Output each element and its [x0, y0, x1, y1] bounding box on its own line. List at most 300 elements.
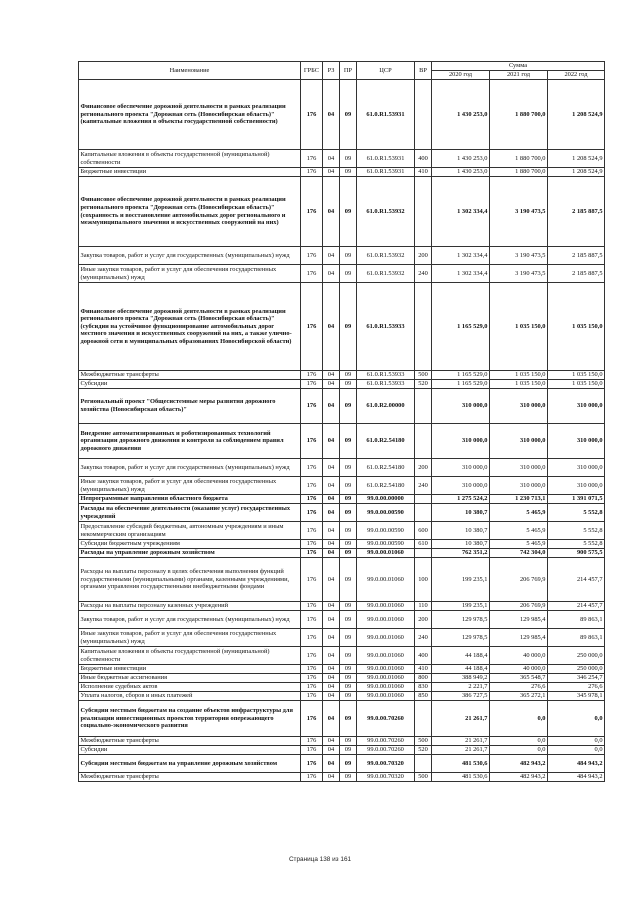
row-csr: 61.0.R1.53933	[357, 283, 415, 371]
table-row	[79, 371, 605, 380]
row-csr: 99.0.00.01060	[357, 647, 415, 665]
table-row	[79, 611, 605, 629]
row-2020: 1 430 253,0	[432, 80, 490, 150]
table-row	[79, 674, 605, 683]
row-rz: 04	[323, 602, 340, 611]
table-row	[79, 629, 605, 647]
row-2022: 310 000,0	[548, 477, 605, 495]
header-year-2020: 2020 год	[432, 71, 490, 80]
row-rz: 04	[323, 755, 340, 773]
row-pr: 09	[340, 168, 357, 177]
row-rz: 04	[323, 389, 340, 424]
row-name: Финансовое обеспечение дорожной деятельности в рамках реализации регионального проекта "Дорожная сеть (Новосибирская область)" (субсидии на устойчивое функционирование автомобильных дорог местного значения и искусственных сооружений на них, а также улично-дорожной сети в муниципальных образованиях Новосибирской области)	[79, 283, 301, 371]
row-name: Иные бюджетные ассигнования	[79, 674, 301, 683]
row-vr: 500	[415, 737, 432, 746]
row-rz: 04	[323, 168, 340, 177]
row-csr: 99.0.00.00590	[357, 504, 415, 522]
row-pr: 09	[340, 424, 357, 459]
row-2022: 5 552,8	[548, 522, 605, 540]
row-rz: 04	[323, 647, 340, 665]
row-2021: 5 465,9	[490, 522, 548, 540]
table-row	[79, 495, 605, 504]
row-2022: 250 000,0	[548, 647, 605, 665]
table-row	[79, 424, 605, 459]
row-2020: 44 188,4	[432, 665, 490, 674]
row-2021: 1 880 700,0	[490, 80, 548, 150]
row-pr: 09	[340, 611, 357, 629]
row-2021: 365 548,7	[490, 674, 548, 683]
row-2020: 129 978,5	[432, 629, 490, 647]
row-name: Расходы на управление дорожным хозяйством	[79, 549, 301, 558]
row-2022: 1 208 524,9	[548, 80, 605, 150]
row-2021: 0,0	[490, 701, 548, 737]
row-csr: 99.0.00.70260	[357, 737, 415, 746]
row-vr: 600	[415, 522, 432, 540]
row-pr: 09	[340, 701, 357, 737]
row-2020: 1 165 529,0	[432, 371, 490, 380]
row-2022: 89 863,1	[548, 611, 605, 629]
row-2021: 742 304,0	[490, 549, 548, 558]
row-grbs: 176	[301, 701, 323, 737]
header-pr: ПР	[340, 62, 357, 80]
row-2020: 10 380,7	[432, 504, 490, 522]
row-rz: 04	[323, 611, 340, 629]
row-2020: 1 302 334,4	[432, 247, 490, 265]
row-csr: 99.0.00.01060	[357, 549, 415, 558]
table-row	[79, 522, 605, 540]
row-name: Субсидии	[79, 380, 301, 389]
row-2020: 21 261,7	[432, 746, 490, 755]
row-2020: 21 261,7	[432, 737, 490, 746]
table-row	[79, 265, 605, 283]
row-2020: 310 000,0	[432, 389, 490, 424]
row-2022: 310 000,0	[548, 389, 605, 424]
row-2020: 1 302 334,4	[432, 265, 490, 283]
row-grbs: 176	[301, 755, 323, 773]
row-csr: 61.0.R1.53933	[357, 371, 415, 380]
row-2021: 206 769,9	[490, 558, 548, 602]
row-2020: 44 188,4	[432, 647, 490, 665]
row-rz: 04	[323, 283, 340, 371]
row-2020: 1 430 253,0	[432, 168, 490, 177]
row-2020: 21 261,7	[432, 701, 490, 737]
row-rz: 04	[323, 737, 340, 746]
header-year-2022: 2022 год	[548, 71, 605, 80]
row-vr	[415, 701, 432, 737]
row-2021: 1 230 713,1	[490, 495, 548, 504]
row-vr	[415, 283, 432, 371]
row-name: Иные закупки товаров, работ и услуг для обеспечения государственных (муниципальных) нужд	[79, 265, 301, 283]
row-2021: 3 190 473,5	[490, 247, 548, 265]
row-rz: 04	[323, 459, 340, 477]
budget-table	[78, 61, 605, 782]
row-2020: 386 727,5	[432, 692, 490, 701]
row-grbs: 176	[301, 283, 323, 371]
row-rz: 04	[323, 150, 340, 168]
row-grbs: 176	[301, 371, 323, 380]
row-grbs: 176	[301, 247, 323, 265]
row-rz: 04	[323, 540, 340, 549]
table-row	[79, 247, 605, 265]
row-rz: 04	[323, 558, 340, 602]
row-grbs: 176	[301, 665, 323, 674]
row-2021: 1 880 700,0	[490, 168, 548, 177]
header-name: Наименование	[79, 62, 301, 80]
row-2022: 484 943,2	[548, 773, 605, 782]
row-vr: 400	[415, 647, 432, 665]
row-rz: 04	[323, 629, 340, 647]
row-grbs: 176	[301, 168, 323, 177]
row-rz: 04	[323, 80, 340, 150]
row-pr: 09	[340, 150, 357, 168]
row-2021: 310 000,0	[490, 459, 548, 477]
table-row	[79, 746, 605, 755]
row-grbs: 176	[301, 647, 323, 665]
row-grbs: 176	[301, 692, 323, 701]
row-vr: 200	[415, 611, 432, 629]
row-2021: 5 465,9	[490, 504, 548, 522]
row-2022: 2 185 887,5	[548, 247, 605, 265]
row-2021: 276,6	[490, 683, 548, 692]
row-2022: 5 552,8	[548, 540, 605, 549]
row-2022: 310 000,0	[548, 459, 605, 477]
row-grbs: 176	[301, 459, 323, 477]
row-grbs: 176	[301, 389, 323, 424]
table-row	[79, 701, 605, 737]
row-name: Уплата налогов, сборов и иных платежей	[79, 692, 301, 701]
row-csr: 61.0.R1.53931	[357, 80, 415, 150]
row-name: Межбюджетные трансферты	[79, 773, 301, 782]
row-2022: 1 035 150,0	[548, 371, 605, 380]
table-row	[79, 504, 605, 522]
table-row	[79, 683, 605, 692]
row-2022: 0,0	[548, 701, 605, 737]
row-pr: 09	[340, 459, 357, 477]
row-vr	[415, 389, 432, 424]
row-pr: 09	[340, 674, 357, 683]
row-vr: 110	[415, 602, 432, 611]
row-2022: 276,6	[548, 683, 605, 692]
row-2022: 214 457,7	[548, 602, 605, 611]
row-vr: 520	[415, 746, 432, 755]
row-grbs: 176	[301, 611, 323, 629]
row-vr: 610	[415, 540, 432, 549]
row-2020: 10 380,7	[432, 540, 490, 549]
row-csr: 99.0.00.01060	[357, 602, 415, 611]
table-row	[79, 540, 605, 549]
row-csr: 99.0.00.01060	[357, 558, 415, 602]
row-pr: 09	[340, 389, 357, 424]
table-row	[79, 477, 605, 495]
row-csr: 61.0.R1.53933	[357, 380, 415, 389]
row-name: Финансовое обеспечение дорожной деятельности в рамках реализации регионального проекта "Дорожная сеть (Новосибирская область)" (сохранность и восстановление автомобильных дорог регионального и межмуниципального значения и искусственных сооружений на них)	[79, 177, 301, 247]
row-csr: 99.0.00.01060	[357, 665, 415, 674]
row-2022: 89 863,1	[548, 629, 605, 647]
row-2022: 2 185 887,5	[548, 265, 605, 283]
row-grbs: 176	[301, 495, 323, 504]
row-vr: 500	[415, 773, 432, 782]
table-row	[79, 692, 605, 701]
row-vr: 400	[415, 150, 432, 168]
row-grbs: 176	[301, 746, 323, 755]
row-name: Иные закупки товаров, работ и услуг для обеспечения государственных (муниципальных) нужд	[79, 477, 301, 495]
row-rz: 04	[323, 371, 340, 380]
row-csr: 61.0.R1.53931	[357, 168, 415, 177]
row-pr: 09	[340, 283, 357, 371]
row-2022: 250 000,0	[548, 665, 605, 674]
row-pr: 09	[340, 746, 357, 755]
row-rz: 04	[323, 247, 340, 265]
row-2021: 1 035 150,0	[490, 283, 548, 371]
row-grbs: 176	[301, 177, 323, 247]
table-row	[79, 647, 605, 665]
row-csr: 61.0.R1.53932	[357, 177, 415, 247]
row-2020: 1 275 524,2	[432, 495, 490, 504]
row-csr: 99.0.00.70260	[357, 701, 415, 737]
row-2022: 5 552,8	[548, 504, 605, 522]
row-vr: 240	[415, 629, 432, 647]
row-vr: 520	[415, 380, 432, 389]
row-2020: 310 000,0	[432, 424, 490, 459]
row-rz: 04	[323, 674, 340, 683]
row-csr: 99.0.00.70320	[357, 755, 415, 773]
row-rz: 04	[323, 701, 340, 737]
row-name: Региональный проект "Общесистемные меры развития дорожного хозяйства (Новосибирская область)"	[79, 389, 301, 424]
table-row	[79, 755, 605, 773]
row-csr: 99.0.00.01060	[357, 629, 415, 647]
row-csr: 61.0.R2.54180	[357, 459, 415, 477]
row-vr	[415, 80, 432, 150]
row-pr: 09	[340, 540, 357, 549]
table-row	[79, 389, 605, 424]
row-2021: 1 035 150,0	[490, 371, 548, 380]
row-pr: 09	[340, 692, 357, 701]
row-grbs: 176	[301, 150, 323, 168]
header-year-2021: 2021 год	[490, 71, 548, 80]
row-name: Капитальные вложения в объекты государственной (муниципальной) собственности	[79, 150, 301, 168]
row-grbs: 176	[301, 674, 323, 683]
table-row	[79, 773, 605, 782]
row-csr: 61.0.R2.00000	[357, 389, 415, 424]
row-2020: 1 165 529,0	[432, 380, 490, 389]
row-csr: 99.0.00.70320	[357, 773, 415, 782]
row-grbs: 176	[301, 265, 323, 283]
row-grbs: 176	[301, 380, 323, 389]
row-grbs: 176	[301, 629, 323, 647]
row-2021: 365 272,1	[490, 692, 548, 701]
row-name: Расходы на выплаты персоналу казенных учреждений	[79, 602, 301, 611]
row-rz: 04	[323, 522, 340, 540]
table-row	[79, 549, 605, 558]
table-row	[79, 665, 605, 674]
table-row	[79, 168, 605, 177]
row-csr: 61.0.R1.53931	[357, 150, 415, 168]
row-2022: 1 391 071,5	[548, 495, 605, 504]
row-2021: 0,0	[490, 746, 548, 755]
row-2020: 481 530,6	[432, 755, 490, 773]
row-rz: 04	[323, 549, 340, 558]
row-rz: 04	[323, 773, 340, 782]
row-2021: 129 985,4	[490, 611, 548, 629]
row-pr: 09	[340, 773, 357, 782]
row-pr: 09	[340, 177, 357, 247]
row-2022: 1 035 150,0	[548, 283, 605, 371]
row-pr: 09	[340, 647, 357, 665]
row-pr: 09	[340, 665, 357, 674]
row-pr: 09	[340, 549, 357, 558]
table-row	[79, 150, 605, 168]
row-grbs: 176	[301, 602, 323, 611]
row-vr: 410	[415, 665, 432, 674]
header-vr: ВР	[415, 62, 432, 80]
row-name: Расходы на выплаты персоналу в целях обеспечения выполнения функций государственными (муниципальными) органами, казенными учреждениями, органами управления государственными внебюджетными фондами	[79, 558, 301, 602]
row-vr: 240	[415, 265, 432, 283]
row-rz: 04	[323, 177, 340, 247]
row-pr: 09	[340, 265, 357, 283]
row-2021: 1 880 700,0	[490, 150, 548, 168]
row-pr: 09	[340, 602, 357, 611]
row-rz: 04	[323, 692, 340, 701]
page-footer: Страница 138 из 161	[288, 856, 352, 863]
row-2021: 482 943,2	[490, 755, 548, 773]
row-pr: 09	[340, 522, 357, 540]
row-vr	[415, 549, 432, 558]
row-2022: 214 457,7	[548, 558, 605, 602]
row-rz: 04	[323, 504, 340, 522]
row-pr: 09	[340, 380, 357, 389]
header-sum: Сумма	[432, 62, 605, 71]
row-name: Закупка товаров, работ и услуг для государственных (муниципальных) нужд	[79, 459, 301, 477]
row-name: Закупка товаров, работ и услуг для государственных (муниципальных) нужд	[79, 247, 301, 265]
row-grbs: 176	[301, 549, 323, 558]
row-name: Расходы на обеспечение деятельности (оказание услуг) государственных учреждений	[79, 504, 301, 522]
row-2022: 346 254,7	[548, 674, 605, 683]
row-csr: 99.0.00.00000	[357, 495, 415, 504]
row-2021: 3 190 473,5	[490, 177, 548, 247]
row-2020: 762 351,2	[432, 549, 490, 558]
row-2020: 2 221,7	[432, 683, 490, 692]
row-csr: 61.0.R2.54180	[357, 477, 415, 495]
row-rz: 04	[323, 477, 340, 495]
row-2020: 310 000,0	[432, 459, 490, 477]
row-2022: 484 943,2	[548, 755, 605, 773]
table-row	[79, 177, 605, 247]
row-vr	[415, 177, 432, 247]
header-csr: ЦСР	[357, 62, 415, 80]
row-grbs: 176	[301, 504, 323, 522]
row-pr: 09	[340, 477, 357, 495]
row-csr: 99.0.00.00590	[357, 522, 415, 540]
row-2021: 40 000,0	[490, 665, 548, 674]
row-name: Исполнение судебных актов	[79, 683, 301, 692]
row-rz: 04	[323, 380, 340, 389]
row-csr: 99.0.00.01060	[357, 674, 415, 683]
row-vr: 800	[415, 674, 432, 683]
row-name: Капитальные вложения в объекты государственной (муниципальной) собственности	[79, 647, 301, 665]
row-2020: 1 165 529,0	[432, 283, 490, 371]
row-pr: 09	[340, 629, 357, 647]
row-2020: 199 235,1	[432, 558, 490, 602]
row-pr: 09	[340, 80, 357, 150]
row-2021: 206 769,9	[490, 602, 548, 611]
row-2022: 345 978,1	[548, 692, 605, 701]
row-2022: 0,0	[548, 737, 605, 746]
row-rz: 04	[323, 683, 340, 692]
row-csr: 61.0.R2.54180	[357, 424, 415, 459]
row-vr: 850	[415, 692, 432, 701]
row-pr: 09	[340, 371, 357, 380]
row-2021: 310 000,0	[490, 389, 548, 424]
table-row	[79, 80, 605, 150]
table-row	[79, 283, 605, 371]
row-2021: 3 190 473,5	[490, 265, 548, 283]
row-rz: 04	[323, 495, 340, 504]
row-2021: 310 000,0	[490, 424, 548, 459]
row-csr: 99.0.00.01060	[357, 611, 415, 629]
row-pr: 09	[340, 755, 357, 773]
row-2022: 310 000,0	[548, 424, 605, 459]
row-grbs: 176	[301, 477, 323, 495]
row-2022: 2 185 887,5	[548, 177, 605, 247]
row-vr: 100	[415, 558, 432, 602]
row-name: Внедрение автоматизированных и роботизированных технологий организации дорожного движения и контроля за соблюдением правил дорожного движения	[79, 424, 301, 459]
row-vr: 500	[415, 371, 432, 380]
table-body	[79, 80, 605, 782]
row-2020: 1 430 253,0	[432, 150, 490, 168]
row-grbs: 176	[301, 683, 323, 692]
row-2020: 388 949,2	[432, 674, 490, 683]
row-rz: 04	[323, 265, 340, 283]
row-pr: 09	[340, 737, 357, 746]
row-2021: 0,0	[490, 737, 548, 746]
row-name: Закупка товаров, работ и услуг для государственных (муниципальных) нужд	[79, 611, 301, 629]
table-row	[79, 558, 605, 602]
row-csr: 99.0.00.70260	[357, 746, 415, 755]
row-grbs: 176	[301, 522, 323, 540]
row-rz: 04	[323, 665, 340, 674]
row-name: Межбюджетные трансферты	[79, 737, 301, 746]
row-2020: 1 302 334,4	[432, 177, 490, 247]
table-row	[79, 737, 605, 746]
table-row	[79, 459, 605, 477]
row-name: Субсидии местным бюджетам на управление дорожным хозяйством	[79, 755, 301, 773]
row-pr: 09	[340, 504, 357, 522]
row-vr: 200	[415, 247, 432, 265]
row-vr	[415, 755, 432, 773]
row-2021: 129 985,4	[490, 629, 548, 647]
row-2021: 5 465,9	[490, 540, 548, 549]
row-2020: 481 530,6	[432, 773, 490, 782]
row-vr	[415, 424, 432, 459]
row-vr	[415, 495, 432, 504]
row-vr: 830	[415, 683, 432, 692]
row-csr: 99.0.00.00590	[357, 540, 415, 549]
row-name: Предоставление субсидий бюджетным, автономным учреждениям и иным некоммерческим организациям	[79, 522, 301, 540]
row-name: Финансовое обеспечение дорожной деятельности в рамках реализации регионального проекта "Дорожная сеть (Новосибирская область)" (капитальные вложения в объекты государственной собственности)	[79, 80, 301, 150]
row-csr: 61.0.R1.53932	[357, 265, 415, 283]
row-grbs: 176	[301, 424, 323, 459]
row-vr: 200	[415, 459, 432, 477]
row-grbs: 176	[301, 80, 323, 150]
table-row	[79, 602, 605, 611]
row-name: Бюджетные инвестиции	[79, 665, 301, 674]
table-row	[79, 380, 605, 389]
row-2020: 199 235,1	[432, 602, 490, 611]
row-2021: 482 943,2	[490, 773, 548, 782]
header-rz: РЗ	[323, 62, 340, 80]
row-name: Бюджетные инвестиции	[79, 168, 301, 177]
header-grbs: ГРБС	[301, 62, 323, 80]
